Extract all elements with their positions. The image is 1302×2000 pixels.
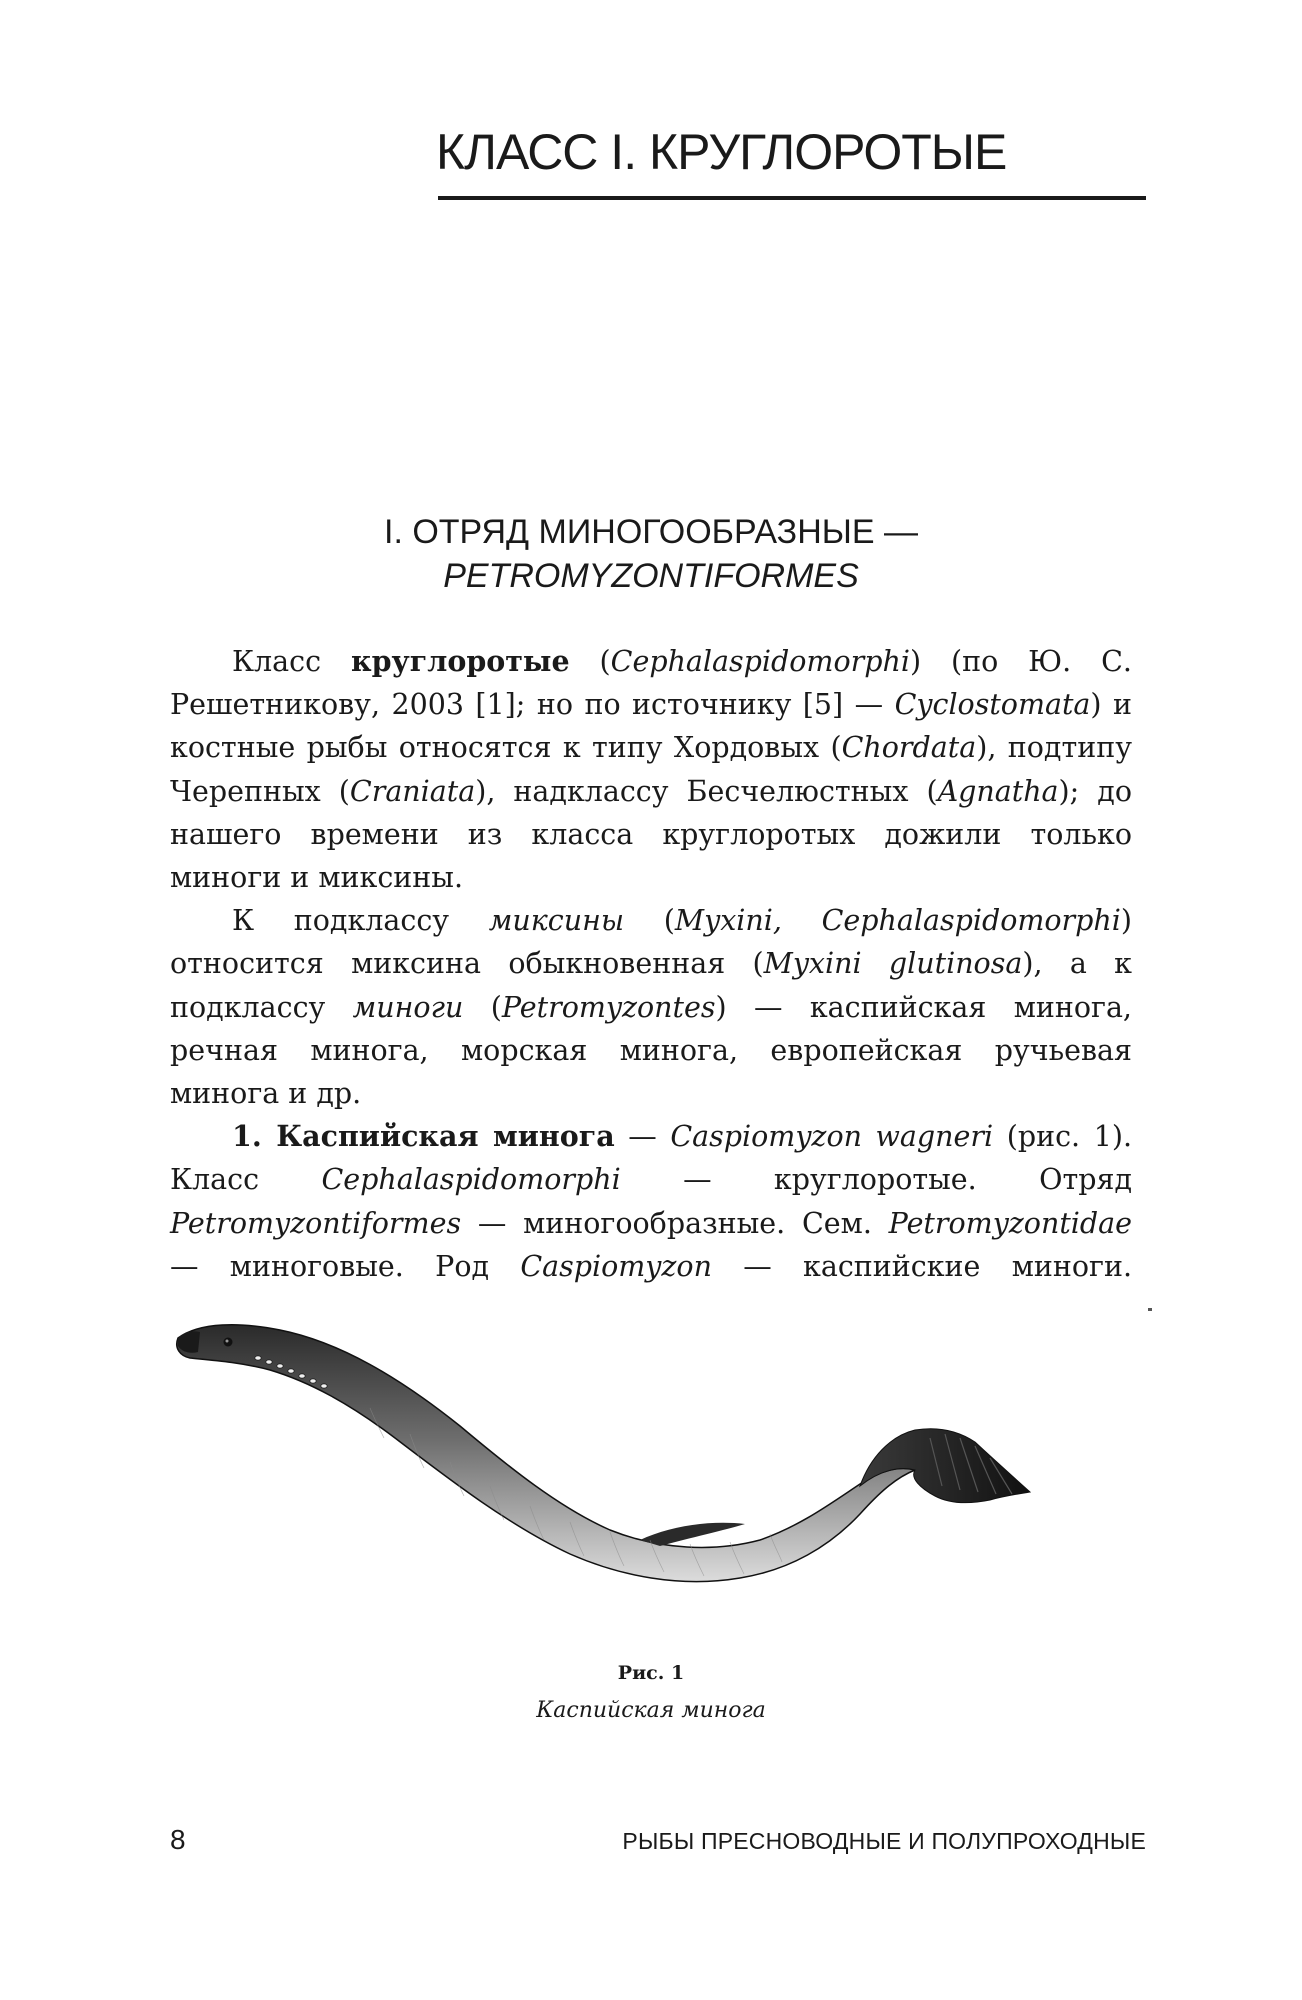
p3-latin-1: Caspiomyzon wagneri [670, 1120, 994, 1154]
p1-text-7: ); до нашего времени из класса круглоротых дожили только миноги и миксины. [170, 774, 1132, 895]
p1-latin-2: Cyclostomata [894, 688, 1091, 722]
figure-caption: Каспийская минога [536, 1698, 766, 1723]
p3-text-6: — каспийские миноги. [711, 1249, 1133, 1283]
p3-text-3: — круглоротые. Отряд [620, 1163, 1132, 1197]
p1-text-6: ), надклассу Бесчелюстных ( [475, 774, 938, 808]
p3-species-heading: 1. Каспийская минога [232, 1119, 615, 1154]
p2-text-3: ) относится миксина обыкновенная ( [170, 904, 1133, 981]
p1-latin-5: Agnatha [937, 774, 1059, 808]
figure-number: Рис. 1 [617, 1662, 685, 1684]
tail-fin [860, 1429, 1030, 1503]
speck [1148, 1308, 1152, 1311]
eye [224, 1338, 233, 1347]
p1-text-5: ), подтипу Черепных ( [170, 731, 1132, 808]
paragraph-1 [170, 640, 1132, 899]
lamprey-body [177, 1325, 915, 1582]
section-title-line1: I. ОТРЯД МИНОГООБРАЗНЫЕ — [384, 513, 918, 551]
p1-term-bold: круглоротые [351, 644, 570, 678]
p2-text-2: ( [624, 904, 675, 938]
p2-latin-3: Petromyzontes [501, 990, 716, 1024]
lamprey-illustration [170, 1308, 1070, 1608]
p2-latin-2: Myxini glutinosa [763, 947, 1023, 981]
p1-latin-4: Craniata [349, 774, 476, 808]
paragraph-2 [170, 899, 1132, 1115]
p1-latin-3: Chordata [841, 731, 977, 765]
section-title [170, 510, 1132, 598]
body-text [170, 640, 1132, 1288]
p1-text-3: ) (по Ю. С. Решетникову, 2003 [1]; но по источнику [5] — [170, 645, 1132, 722]
p3-latin-2: Cephalaspidomorphi [321, 1163, 621, 1197]
p2-text-1: К подклассу [232, 904, 489, 938]
p3-latin-3: Petromyzontiformes [170, 1206, 462, 1240]
p1-text-2: ( [569, 645, 611, 678]
p3-text-1: — [614, 1120, 671, 1154]
running-footer: РЫБЫ ПРЕСНОВОДНЫЕ И ПОЛУПРОХОДНЫЕ [622, 1828, 1146, 1854]
p2-latin-1: Myxini, Cephalaspidomorphi [674, 904, 1121, 938]
p2-text-4: ), а к подклассу [170, 947, 1132, 1024]
page-number: 8 [170, 1824, 186, 1855]
dorsal-fin [640, 1523, 745, 1546]
p3-text-2: (рис. 1). Класс [170, 1120, 1132, 1197]
p3-text-4: — миногообразные. Сем. [461, 1206, 889, 1240]
p2-term-2: миноги [352, 990, 464, 1024]
section-title-latin: PETROMYZONTIFORMES [443, 557, 859, 595]
p1-latin-1: Cephalaspidomorphi [610, 645, 910, 678]
chapter-rule [438, 196, 1146, 200]
p1-text-1: Класс [232, 645, 351, 678]
p3-latin-5: Caspiomyzon [520, 1249, 712, 1283]
paragraph-3 [170, 1115, 1132, 1288]
chapter-title: КЛАСС I. КРУГЛОРОТЫЕ [436, 124, 1007, 180]
p2-text-5: ( [463, 990, 502, 1024]
p2-term-1: миксины [488, 904, 625, 938]
p3-latin-4: Petromyzontidae [888, 1206, 1132, 1240]
p1-text-4: ) и костные рыбы относятся к типу Хордовых ( [170, 688, 1132, 765]
p3-text-5: — миноговые. Род [170, 1249, 521, 1283]
p2-text-6: ) — каспийская минога, речная минога, морская минога, европейская ручьевая минога и др. [170, 990, 1132, 1111]
